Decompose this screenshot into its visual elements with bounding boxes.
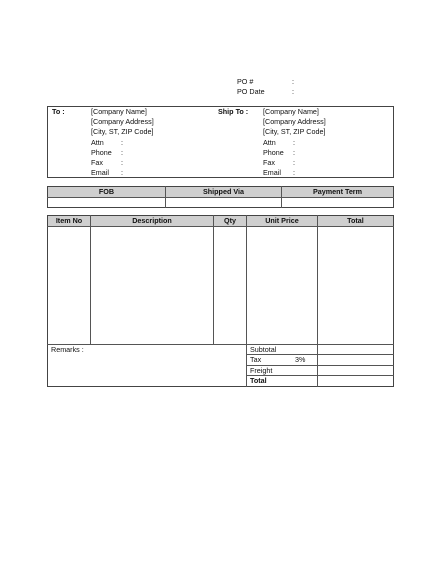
shipped-via-header: Shipped Via <box>166 187 281 197</box>
shipping-header-divider <box>47 197 394 198</box>
ship-company-address: [Company Address] <box>263 117 326 126</box>
shipping-col-divider-1 <box>165 186 166 208</box>
remarks-label: Remarks : <box>51 345 84 354</box>
payment-term-header: Payment Term <box>282 187 393 197</box>
po-date-label: PO Date <box>237 87 265 96</box>
to-fax-label: Fax <box>91 158 103 167</box>
to-attn-label: Attn <box>91 138 104 147</box>
ship-phone-label: Phone <box>263 148 284 157</box>
to-email-label: Email <box>91 168 109 177</box>
items-body-bottom <box>47 344 394 345</box>
total-header: Total <box>318 216 393 226</box>
ship-phone-separator: : <box>293 148 295 157</box>
unit-price-header: Unit Price <box>247 216 317 226</box>
po-number-label: PO # <box>237 77 254 86</box>
items-col-divider-3 <box>246 215 247 387</box>
ship-attn-label: Attn <box>263 138 276 147</box>
ship-city-line: [City, ST, ZIP Code] <box>263 127 326 136</box>
subtotal-label: Subtotal <box>250 345 277 354</box>
items-col-divider-2 <box>213 215 214 344</box>
items-col-divider-4 <box>317 215 318 387</box>
ship-company-name: [Company Name] <box>263 107 319 116</box>
ship-email-label: Email <box>263 168 281 177</box>
description-header: Description <box>91 216 213 226</box>
to-company-name: [Company Name] <box>91 107 147 116</box>
summary-divider-1 <box>246 354 394 355</box>
qty-header: Qty <box>214 216 246 226</box>
to-company-address: [Company Address] <box>91 117 154 126</box>
items-col-divider-1 <box>90 215 91 344</box>
total-label: Total <box>250 376 267 385</box>
to-fax-separator: : <box>121 158 123 167</box>
ship-to-label: Ship To : <box>218 107 249 116</box>
items-header-divider <box>47 226 394 227</box>
po-date-separator: : <box>292 87 294 96</box>
to-phone-label: Phone <box>91 148 112 157</box>
items-table <box>47 215 394 387</box>
freight-label: Freight <box>250 366 273 375</box>
item-no-header: Item No <box>48 216 90 226</box>
shipping-col-divider-2 <box>281 186 282 208</box>
ship-attn-separator: : <box>293 138 295 147</box>
po-number-separator: : <box>292 77 294 86</box>
to-attn-separator: : <box>121 138 123 147</box>
summary-divider-3 <box>246 375 394 376</box>
fob-header: FOB <box>48 187 165 197</box>
tax-rate: 3% <box>295 355 306 364</box>
to-phone-separator: : <box>121 148 123 157</box>
ship-email-separator: : <box>293 168 295 177</box>
tax-label: Tax <box>250 355 262 364</box>
ship-fax-separator: : <box>293 158 295 167</box>
to-email-separator: : <box>121 168 123 177</box>
to-label: To : <box>52 107 65 116</box>
ship-fax-label: Fax <box>263 158 275 167</box>
to-city-line: [City, ST, ZIP Code] <box>91 127 154 136</box>
